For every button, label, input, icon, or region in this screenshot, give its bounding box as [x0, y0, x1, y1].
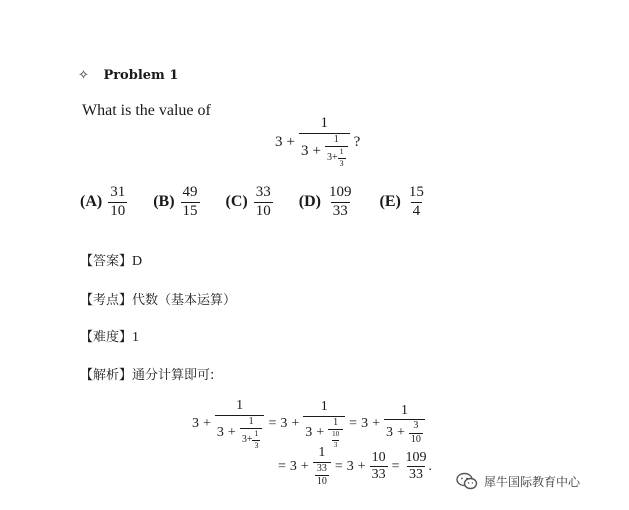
expr-inner-denominator [325, 146, 348, 168]
choice-denominator: 10 [110, 202, 126, 219]
sol-three: 3 [192, 416, 199, 432]
problem-header [78, 68, 178, 83]
sol-innermost-fraction [252, 430, 260, 450]
sol-inner-denominator [240, 428, 263, 450]
answer-value: D [132, 254, 143, 269]
expr-innermost-plus: + [331, 151, 338, 163]
sol-step3-three: 3 [361, 416, 369, 432]
sol-step3-inner-plus: + [396, 424, 405, 440]
answer-line [80, 250, 142, 270]
sol-step3-inner-three: 3 [385, 424, 393, 440]
choice-numerator: 49 [182, 184, 198, 200]
sol-step2-three: 3 [280, 416, 288, 432]
sol-fraction [215, 399, 265, 450]
choice-denominator: 15 [182, 202, 198, 219]
sol-innermost-numerator: 1 [254, 429, 259, 439]
sol-step2-inner-numerator: 1 [333, 416, 339, 428]
analysis-value: 通分计算即可: [132, 368, 215, 383]
expr-whole: 3 [275, 133, 283, 150]
choice-denominator: 33 [332, 202, 348, 219]
choice-b[interactable] [153, 185, 199, 220]
choice-label: (D) [298, 193, 321, 211]
choice-denominator: 4 [412, 202, 421, 219]
choice-label: (B) [153, 193, 175, 211]
sol2-plus-b: + [357, 458, 366, 474]
sol-innermost-plus: + [246, 433, 253, 445]
sol-step2-plus: + [291, 416, 300, 432]
sol2-fraction [313, 446, 331, 488]
answer-choices [80, 185, 452, 220]
expr-inner-plus: + [312, 142, 321, 159]
watermark-text: 犀牛国际教育中心 [484, 474, 581, 489]
main-expression [275, 116, 360, 168]
sol2-three: 3 [289, 458, 297, 474]
sol2-thirtythree: 33 [316, 462, 327, 474]
sol2-denominator [313, 462, 331, 488]
sol-step3-fraction [384, 404, 425, 446]
difficulty-value: 1 [132, 330, 140, 345]
choice-numerator: 15 [408, 184, 424, 200]
sol2-equals-2: = [334, 458, 343, 474]
topic-value: 代数（基本运算） [132, 293, 237, 308]
watermark [456, 472, 580, 490]
choice-c[interactable] [226, 185, 273, 220]
sol-step2-inner-three: 3 [305, 424, 313, 440]
sol-innermost-three: 3 [241, 433, 247, 445]
sol-innermost-denominator: 3 [254, 440, 259, 450]
sol-inner-fraction [240, 417, 263, 450]
sol2-ten: 10 [316, 476, 327, 488]
sol-step3-inner-numerator: 3 [413, 420, 419, 432]
sol-equals: = [268, 416, 277, 432]
sol-step2-numerator: 1 [320, 399, 328, 415]
expr-inner-numerator: 1 [333, 133, 339, 145]
sol-step2-inner-plus: + [316, 424, 325, 440]
diamond-bullet-icon: ✧ [78, 68, 89, 83]
expr-innermost-denominator: 3 [339, 158, 344, 168]
sol-step3-denominator [384, 419, 425, 445]
analysis-label: 【解析】 [80, 368, 133, 383]
sol-step2-inner-fraction [328, 418, 343, 449]
expr-innermost-fraction [338, 148, 346, 168]
choice-a[interactable] [80, 185, 127, 220]
sol-step2-fraction [303, 400, 345, 449]
sol-step2-denominator [303, 416, 345, 449]
sol2-ten-num: 10 [371, 449, 386, 465]
expr-fraction [299, 116, 350, 168]
sol2-final-denominator: 33 [409, 467, 424, 483]
sol-denominator [215, 415, 265, 450]
choice-label: (A) [80, 193, 103, 211]
wechat-logo-icon [456, 472, 478, 490]
expr-innermost-whole: 3 [326, 151, 332, 163]
choice-denominator: 10 [255, 202, 271, 219]
sol-step3-inner-fraction [409, 421, 423, 445]
sol2-fraction-b [370, 451, 388, 483]
topic-line [80, 289, 236, 308]
analysis-line [80, 364, 214, 383]
difficulty-label: 【难度】 [80, 330, 133, 345]
sol2-plus: + [300, 458, 309, 474]
sol2-period: . [428, 458, 433, 474]
sol2-final-fraction [404, 451, 429, 483]
sol-inner-three: 3 [216, 424, 224, 440]
sol-step2-three-den: 3 [333, 440, 338, 449]
sol-numerator: 1 [236, 398, 244, 413]
choice-numerator: 31 [110, 184, 126, 200]
expr-innermost-numerator: 1 [339, 147, 344, 157]
expr-numerator: 1 [320, 115, 329, 131]
sol2-final-numerator: 109 [405, 449, 427, 465]
question-mark: ? [353, 133, 361, 150]
sol-step3-inner-denominator: 10 [410, 433, 421, 445]
topic-label: 【考点】 [80, 293, 133, 308]
sol-plus: + [203, 416, 211, 432]
question-text: What is the value of [82, 102, 211, 119]
sol-inner-plus: + [227, 424, 236, 440]
sol2-three-b: 3 [346, 458, 354, 474]
sol-step3-numerator: 1 [400, 402, 408, 418]
sol2-numerator: 1 [318, 445, 326, 460]
difficulty-line [80, 326, 139, 346]
sol-step2-ten: 10 [332, 430, 340, 439]
sol2-equals: = [278, 458, 286, 474]
solution-line-2 [278, 446, 432, 488]
sol2-thirtythree-den: 33 [371, 467, 386, 483]
problem-title: Problem 1 [103, 68, 179, 83]
choice-d[interactable] [299, 185, 354, 220]
choice-numerator: 109 [328, 184, 352, 200]
answer-label: 【答案】 [80, 254, 133, 269]
sol2-equals-3: = [391, 458, 400, 474]
expr-denominator [299, 133, 350, 168]
sol-inner-numerator: 1 [248, 415, 254, 427]
sol-step3-plus: + [372, 416, 380, 432]
sol-equals-2: = [349, 416, 358, 432]
solution-line-1 [192, 399, 425, 450]
choice-e[interactable] [379, 185, 425, 220]
expr-inner-whole: 3 [300, 142, 309, 159]
choice-label: (C) [225, 193, 248, 211]
choice-label: (E) [379, 193, 401, 211]
expr-plus: + [286, 133, 295, 150]
expr-inner-fraction [325, 135, 348, 168]
choice-numerator: 33 [255, 184, 271, 200]
